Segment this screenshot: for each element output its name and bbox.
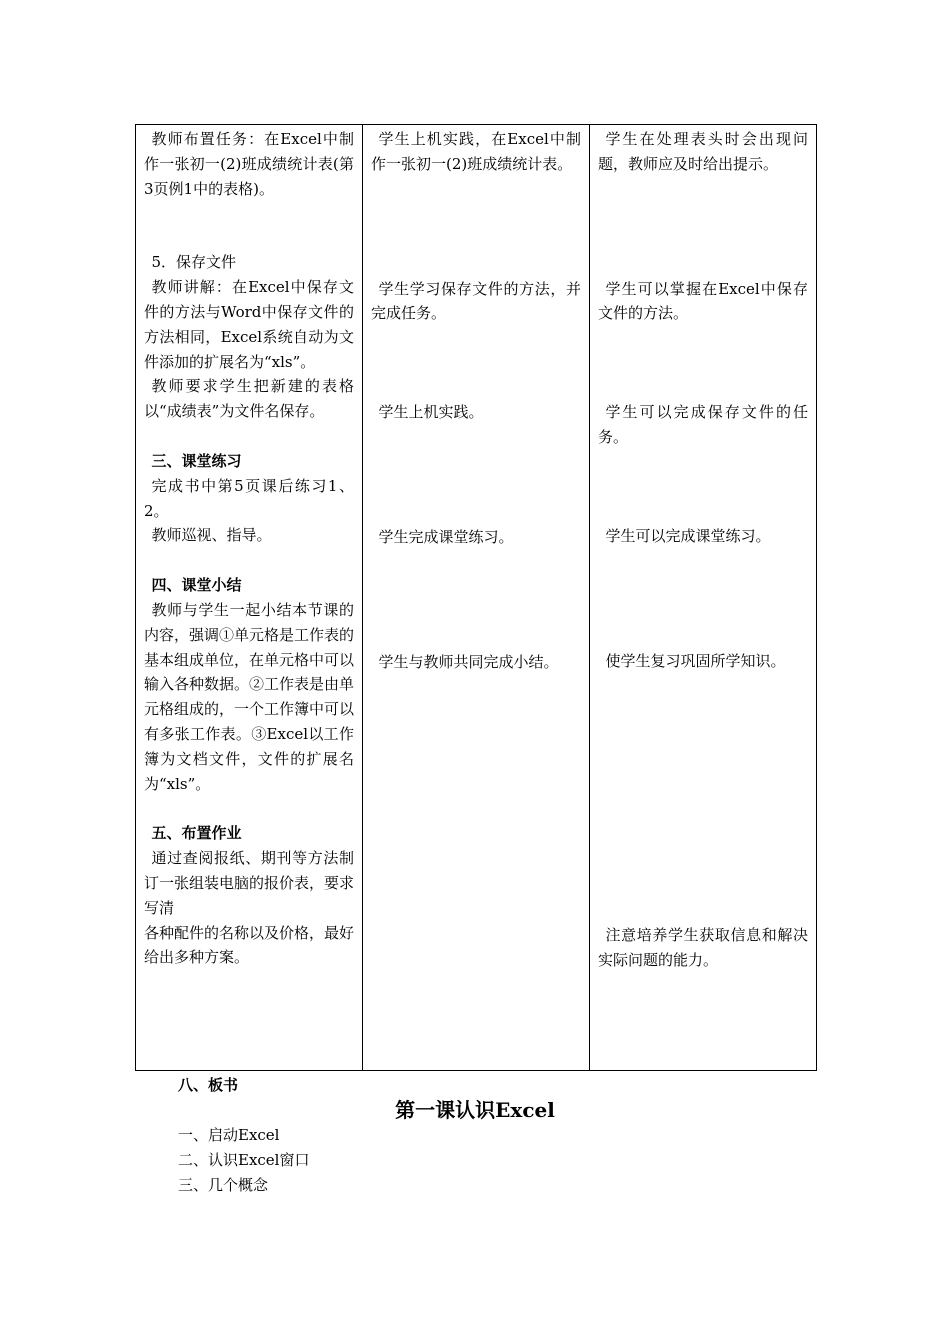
homework-heading: 五、布置作业 [151, 824, 242, 843]
save-explain-text: 教师讲解：在Excel中保存文件的方法与Word中保存文件的方法相同，Excel系统自动为文件添加的扩展名为“xls”。 [144, 278, 354, 371]
summary-heading: 四、课堂小结 [151, 576, 242, 595]
save-require-text: 教师要求学生把新建的表格以“成绩表”为文件名保存。 [144, 377, 354, 421]
board-item: 三、几个概念 [178, 1176, 269, 1194]
summary-text: 教师与学生一起小结本节课的内容，强调①单元格是工作表的基本组成单位，在单元格中可以输入各种数据。②工作表是由单元格组成的，一个工作簿中可以有多张工作表。③Excel以工作簿为文档文件，文件的扩展名为“xls”。 [144, 600, 355, 793]
complete-practice-text: 学生可以完成课堂练习。 [605, 526, 771, 545]
practice-guide-text: 教师巡视、指导。 [151, 526, 272, 545]
practice-text: 完成书中第5页课后练习1、2。 [144, 476, 354, 520]
homework-text-2: 各种配件的名称以及价格，最好给出多种方案。 [144, 923, 355, 967]
task-text: 教师布置任务：在Excel中制作一张初一(2)班成绩统计表(第3页例1中的表格)。 [144, 130, 354, 198]
save-heading: 5．保存文件 [151, 253, 237, 272]
teacher-activity-cell [136, 125, 363, 1071]
student-practice-machine-text: 学生上机实践，在Excel中制作一张初一(2)班成绩统计表。 [371, 130, 581, 173]
board-item: 二、认识Excel窗口 [178, 1151, 310, 1169]
student-learn-save-text: 学生学习保存文件的方法，并完成任务。 [371, 279, 581, 323]
homework-text-1: 通过查阅报纸、期刊等方法制订一张组装电脑的报价表，要求写清 [144, 849, 355, 917]
design-intent-cell [590, 125, 817, 1071]
board-item: 一、启动Excel [178, 1126, 280, 1144]
lesson-plan-table [135, 124, 817, 1071]
student-machine-practice-text: 学生上机实践。 [378, 403, 484, 422]
table-row [136, 125, 817, 1071]
practice-heading: 三、课堂练习 [151, 451, 242, 470]
complete-save-text: 学生可以完成保存文件的任务。 [598, 403, 808, 446]
board-label: 八、板书 [178, 1076, 239, 1094]
student-activity-cell [363, 125, 590, 1071]
master-save-text: 学生可以掌握在Excel中保存文件的方法。 [598, 279, 808, 323]
ability-text: 注意培养学生获取信息和解决实际问题的能力。 [598, 926, 808, 970]
student-summary-text: 学生与教师共同完成小结。 [378, 652, 559, 671]
board-title: 第一课认识Excel [395, 1098, 555, 1122]
student-class-practice-text: 学生完成课堂练习。 [378, 527, 514, 546]
review-text: 使学生复习巩固所学知识。 [605, 651, 786, 670]
header-hint-text: 学生在处理表头时会出现问题，教师应及时给出提示。 [598, 130, 808, 173]
